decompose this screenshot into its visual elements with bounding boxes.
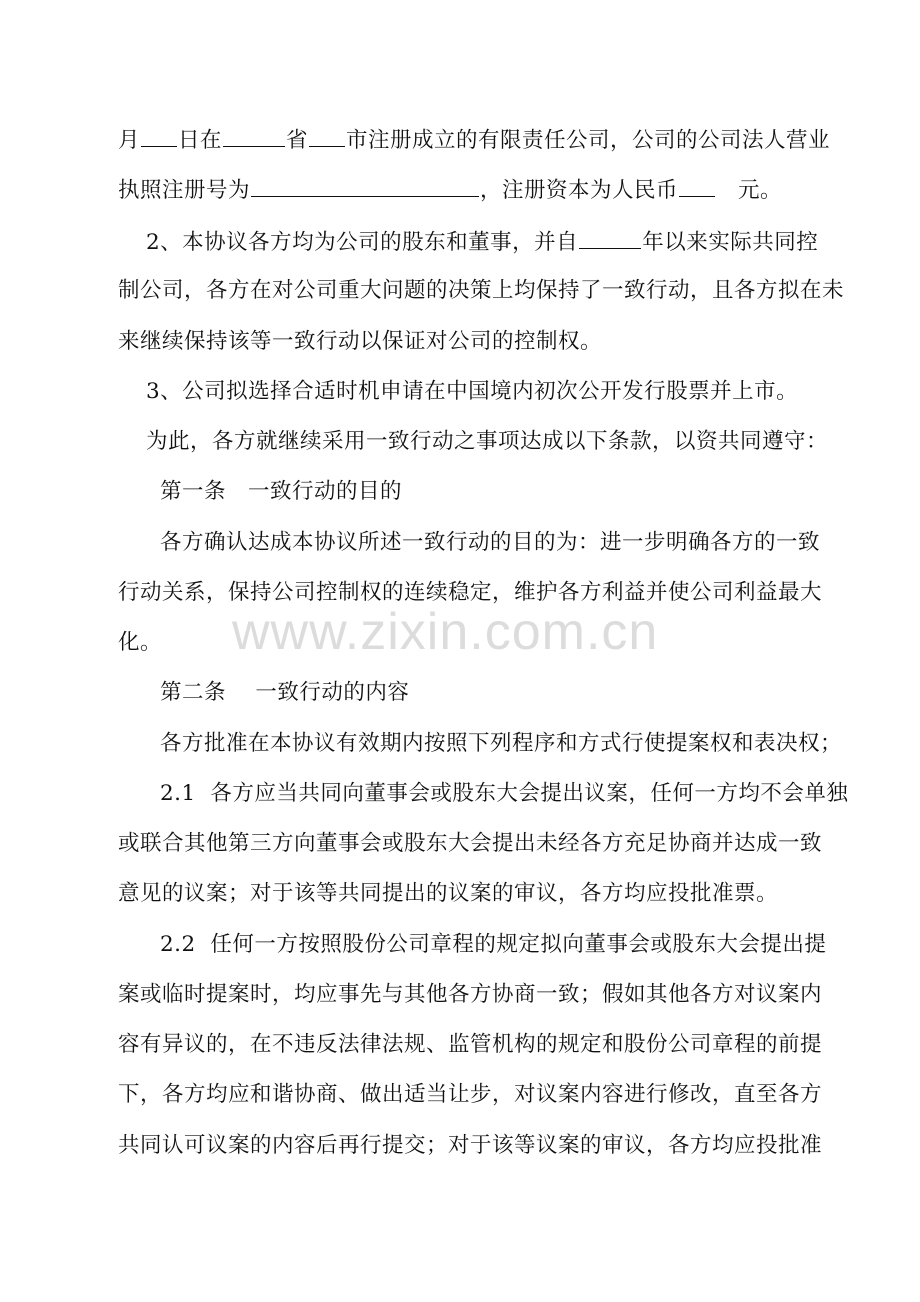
section-heading: 第一条 一致行动的目的: [160, 479, 403, 504]
blank-city: [309, 124, 345, 147]
text-line: 执照注册号为 ，注册资本为人民币 元。: [118, 174, 782, 206]
text-line: 3、公司拟选择合适时机申请在中国境内初次公开发行股票并上市。: [146, 379, 799, 404]
blank-province: [223, 124, 285, 147]
text-line: 制公司，各方在对公司重大问题的决策上均保持了一致行动，且各方拟在未: [118, 278, 845, 303]
text-line: 案或临时提案时，均应事先与其他各方协商一致；假如其他各方对议案内: [118, 982, 823, 1007]
text-line: 行动关系，保持公司控制权的连续稳定，维护各方利益并使公司利益最大: [118, 580, 823, 605]
text-line: 2、本协议各方均为公司的股东和董事，并自 年以来实际共同控: [146, 226, 818, 258]
text-line: 化。: [118, 630, 163, 655]
blank-month: [141, 124, 177, 147]
text-line: 为此，各方就继续采用一致行动之事项达成以下条款，以资共同遵守：: [146, 429, 829, 454]
section-heading: 第二条 一致行动的内容: [160, 680, 410, 705]
text-line: 容有异议的，在不违反法律法规、监管机构的规定和股份公司章程的前提: [118, 1032, 823, 1057]
text-line: 下，各方均应和谐协商、做出适当让步，对议案内容进行修改，直至各方: [118, 1082, 823, 1107]
text-line: 2.1 各方应当共同向董事会或股东大会提出议案，任何一方均不会单独: [160, 781, 849, 806]
watermark-text: www.zixin.com.cn: [232, 603, 659, 661]
blank-capital: [679, 174, 715, 197]
blank-year: [579, 226, 641, 249]
text-line: 共同认可议案的内容后再行提交；对于该等议案的审议，各方均应投批准: [118, 1133, 823, 1158]
text-line: 各方确认达成本协议所述一致行动的目的为：进一步明确各方的一致: [160, 530, 821, 555]
blank-registration-number: [251, 174, 479, 197]
text-line: 2.2 任何一方按照股份公司章程的规定拟向董事会或股东大会提出提: [160, 932, 827, 957]
text-line: 月 日在 省 市注册成立的有限责任公司，公司的公司法人营业: [118, 124, 830, 156]
text-line: 或联合其他第三方向董事会或股东大会提出未经各方充足协商并达成一致: [118, 831, 823, 856]
text-line: 意见的议案；对于该等共同提出的议案的审议，各方均应投批准票。: [118, 881, 779, 906]
text-line: 各方批准在本协议有效期内按照下列程序和方式行使提案权和表决权；: [160, 731, 843, 756]
text-line: 来继续保持该等一致行动以保证对公司的控制权。: [118, 329, 603, 354]
